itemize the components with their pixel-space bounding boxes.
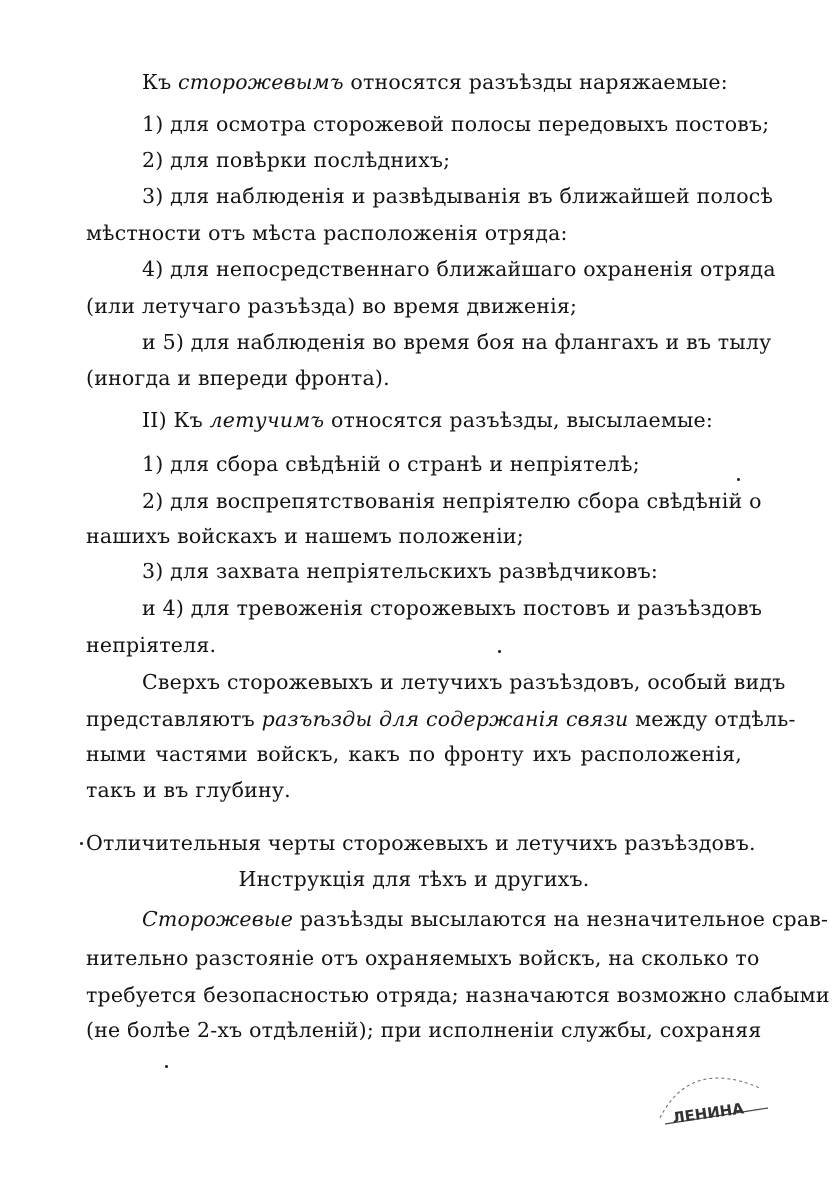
- section-heading: Отличительныя черты сторожевыхъ и летучихъ разъѣздовъ.: [86, 831, 756, 855]
- paragraph-line: II) Къ летучимъ относятся разъѣзды, высылаемые:: [142, 408, 713, 432]
- paragraph-line: и 4) для тревоженія сторожевыхъ постовъ и разъѣздовъ: [142, 596, 763, 620]
- paragraph-line: нительно разстояніе отъ охраняемыхъ войскъ, на сколько то: [86, 946, 760, 970]
- paragraph-line: представляютъ разъѣзды для содержанія связи между отдѣль-: [86, 707, 796, 731]
- paragraph-line: (иногда и впереди фронта).: [86, 366, 390, 390]
- paragraph-line: 1) для сбора свѣдѣній о странѣ и непріятелѣ;: [142, 452, 640, 476]
- stamp-text: ЛЕНИНА: [671, 1099, 745, 1128]
- paragraph-line: требуется безопасностью отряда; назначаются возможно слабыми: [86, 983, 830, 1007]
- paragraph-line: 3) для захвата непріятельскихъ развѣдчиковъ:: [142, 559, 658, 583]
- ink-speck: [737, 478, 740, 481]
- paragraph-line: Сторожевые разъѣзды высылаются на незначительное срав-: [142, 907, 829, 931]
- paragraph-line: 4) для непосредственнаго ближайшаго охраненія отряда: [142, 257, 776, 281]
- paragraph-line: 2) для воспрепятствованія непріятелю сбора свѣдѣній о: [142, 489, 762, 513]
- italic-term: разъѣзды для содержанія связи: [261, 707, 629, 731]
- paragraph-line: непріятеля.: [86, 633, 217, 657]
- paragraph-line: Къ сторожевымъ относятся разъѣзды наряжаемые:: [142, 70, 728, 94]
- paragraph-line: и 5) для наблюденія во время боя на флангахъ и въ тылу: [142, 330, 772, 354]
- paragraph-line: ными частями войскъ, какъ по фронту ихъ расположенія,: [86, 742, 742, 766]
- paragraph-line: 2) для повѣрки послѣднихъ;: [142, 148, 451, 172]
- ink-speck: [498, 650, 501, 653]
- ink-speck: [80, 842, 83, 845]
- paragraph-line: (не болѣе 2-хъ отдѣленій); при исполненіи службы, сохраняя: [86, 1018, 762, 1042]
- paragraph-line: 1) для осмотра сторожевой полосы передовыхъ постовъ;: [142, 112, 770, 136]
- paragraph-line: 3) для наблюденія и развѣдыванія въ ближайшей полосѣ: [142, 184, 774, 208]
- paragraph-line: такъ и въ глубину.: [86, 778, 291, 802]
- paragraph-line: мѣстности отъ мѣста расположенія отряда:: [86, 221, 568, 245]
- section-subheading: Инструкція для тѣхъ и другихъ.: [238, 867, 590, 891]
- stamp-mark: [650, 1058, 770, 1128]
- italic-term: сторожевымъ: [178, 70, 344, 94]
- paragraph-line: Сверхъ сторожевыхъ и летучихъ разъѣздовъ, особый видъ: [142, 670, 786, 694]
- italic-term: летучимъ: [209, 408, 325, 432]
- italic-term: Сторожевые: [142, 907, 294, 931]
- paragraph-line: (или летучаго разъѣзда) во время движенія;: [86, 294, 578, 318]
- paragraph-line: нашихъ войскахъ и нашемъ положеніи;: [86, 524, 524, 548]
- library-stamp: [650, 1058, 770, 1128]
- ink-speck: [165, 1065, 168, 1068]
